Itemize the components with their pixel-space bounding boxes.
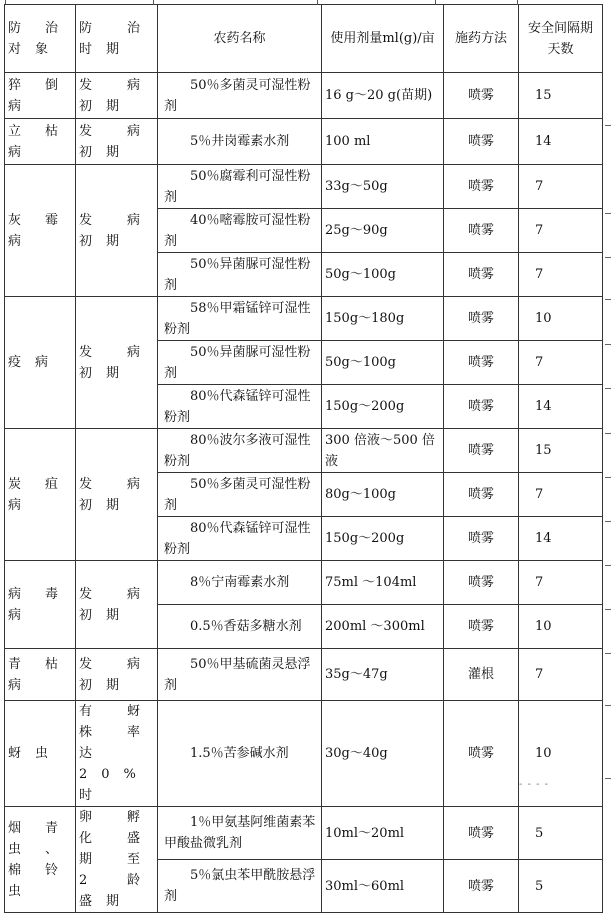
margin-tick (605, 344, 611, 345)
method-cell: 喷雾 (444, 385, 519, 429)
dose-cell: 10ml～20ml (322, 807, 444, 860)
interval-cell: 7 (519, 649, 603, 701)
dose-cell: 100 ml (322, 119, 444, 165)
method-cell: 喷雾 (444, 253, 519, 297)
interval-cell: 10 (519, 297, 603, 341)
margin-tick (605, 565, 611, 566)
target-cell: 蚜虫 (5, 701, 76, 807)
pesticide-table (4, 4, 603, 913)
dose-cell: 75ml ～104ml (322, 561, 444, 605)
method-cell: 喷雾 (444, 701, 519, 807)
dose-cell: 30ml～60ml (322, 860, 444, 913)
dose-cell: 150g～200g (322, 385, 444, 429)
method-cell: 喷雾 (444, 605, 519, 649)
interval-cell: 7 (519, 341, 603, 385)
margin-tick (605, 433, 611, 434)
pesticide-cell: 1％甲氨基阿维菌素苯甲酸盐微乳剂 (158, 807, 322, 860)
method-cell: 喷雾 (444, 561, 519, 605)
dose-cell: 150g～180g (322, 297, 444, 341)
ruler-tick (435, 0, 436, 5)
interval-cell: 15 (519, 429, 603, 473)
pesticide-cell: 5％井岗霉素水剂 (158, 119, 322, 165)
ruler-tick (153, 0, 154, 5)
interval-cell: 7 (519, 561, 603, 605)
table-row (5, 165, 603, 209)
dose-cell: 50g～100g (322, 253, 444, 297)
margin-tick (605, 778, 611, 779)
interval-cell: 14 (519, 517, 603, 561)
method-cell: 喷雾 (444, 341, 519, 385)
period-cell: 发病初期 (76, 297, 158, 429)
method-cell: 喷雾 (444, 209, 519, 253)
method-cell: 喷雾 (444, 297, 519, 341)
dose-cell: 150g～200g (322, 517, 444, 561)
target-cell: 立枯病 (5, 119, 76, 165)
ruler-tick (517, 0, 518, 5)
table-row (5, 119, 603, 165)
method-cell: 喷雾 (444, 473, 519, 517)
header-period: 防治时期 (76, 5, 158, 73)
method-cell: 喷雾 (444, 119, 519, 165)
interval-cell: 14 (519, 119, 603, 165)
target-cell: 炭疽病 (5, 429, 76, 561)
method-cell: 喷雾 (444, 517, 519, 561)
margin-tick (605, 705, 611, 706)
table-row (5, 429, 603, 473)
pesticide-cell: 40％嘧霉胺可湿性粉剂 (158, 209, 322, 253)
dose-cell: 33g～50g (322, 165, 444, 209)
period-cell: 发病初期 (76, 73, 158, 119)
margin-tick (605, 257, 611, 258)
pesticide-cell: 5％氯虫苯甲酰胺悬浮剂 (158, 860, 322, 913)
margin-tick (605, 213, 611, 214)
dose-cell: 80g～100g (322, 473, 444, 517)
dose-cell: 50g～100g (322, 341, 444, 385)
period-cell: 发病初期 (76, 649, 158, 701)
header-interval: 安全间隔期天数 (519, 5, 603, 73)
period-cell: 发病初期 (76, 561, 158, 649)
margin-tick (605, 299, 611, 300)
period-cell: 发病初期 (76, 119, 158, 165)
table-row (5, 701, 603, 807)
method-cell: 喷雾 (444, 807, 519, 860)
margin-mark: - - - - (519, 779, 550, 790)
margin-tick (605, 653, 611, 654)
table-row (5, 297, 603, 341)
dose-cell: 30g～40g (322, 701, 444, 807)
pesticide-cell: 50％腐霉利可湿性粉剂 (158, 165, 322, 209)
interval-cell: 7 (519, 165, 603, 209)
pesticide-cell: 50％多菌灵可湿性粉剂 (158, 473, 322, 517)
target-cell: 烟青虫、棉铃虫 (5, 807, 76, 913)
interval-cell: 7 (519, 253, 603, 297)
pesticide-cell: 80％代森锰锌可湿性粉剂 (158, 517, 322, 561)
period-cell: 卵孵化盛期至2龄盛期 (76, 807, 158, 913)
target-cell: 青枯病 (5, 649, 76, 701)
table-row (5, 73, 603, 119)
target-cell: 猝倒病 (5, 73, 76, 119)
header-pesticide: 农药名称 (158, 5, 322, 73)
ruler-tick (317, 0, 318, 5)
margin-tick (605, 609, 611, 610)
interval-cell: 7 (519, 473, 603, 517)
margin-tick (605, 477, 611, 478)
table-body (5, 5, 603, 913)
method-cell: 喷雾 (444, 165, 519, 209)
dose-cell: 200ml ～300ml (322, 605, 444, 649)
pesticide-cell: 80％波尔多液可湿性粉剂 (158, 429, 322, 473)
header-row (5, 5, 603, 73)
interval-cell: 5 (519, 860, 603, 913)
method-cell: 喷雾 (444, 429, 519, 473)
dose-cell: 16 g～20 g(苗期) (322, 73, 444, 119)
pesticide-cell: 50％甲基硫菌灵悬浮剂 (158, 649, 322, 701)
interval-cell: 10 (519, 605, 603, 649)
margin-tick (605, 125, 611, 126)
method-cell: 喷雾 (444, 860, 519, 913)
pesticide-cell: 50％异菌脲可湿性粉剂 (158, 341, 322, 385)
pesticide-cell: 1.5％苦参碱水剂 (158, 701, 322, 807)
interval-cell: 14 (519, 385, 603, 429)
table-row (5, 561, 603, 605)
margin-tick (605, 521, 611, 522)
interval-cell: 7 (519, 209, 603, 253)
method-cell: 灌根 (444, 649, 519, 701)
table-row (5, 807, 603, 860)
dose-cell: 300 倍液～500 倍液 (322, 429, 444, 473)
header-method: 施药方法 (444, 5, 519, 73)
pesticide-cell: 50％多菌灵可湿性粉剂 (158, 73, 322, 119)
method-cell: 喷雾 (444, 73, 519, 119)
dose-cell: 25g～90g (322, 209, 444, 253)
pesticide-cell: 50％异菌脲可湿性粉剂 (158, 253, 322, 297)
interval-cell: 15 (519, 73, 603, 119)
pesticide-cell: 80％代森锰锌可湿性粉剂 (158, 385, 322, 429)
table-row (5, 649, 603, 701)
interval-cell: 5 (519, 807, 603, 860)
period-cell: 发病初期 (76, 165, 158, 297)
pesticide-cell: 8％宁南霉素水剂 (158, 561, 322, 605)
pesticide-cell: 58％甲霜锰锌可湿性粉剂 (158, 297, 322, 341)
interval-cell: 10 (519, 701, 603, 807)
header-dose: 使用剂量ml(g)/亩 (322, 5, 444, 73)
dose-cell: 35g～47g (322, 649, 444, 701)
header-target: 防治对象 (5, 5, 76, 73)
margin-tick (605, 388, 611, 389)
period-cell: 发病初期 (76, 429, 158, 561)
target-cell: 灰霉病 (5, 165, 76, 297)
target-cell: 疫病 (5, 297, 76, 429)
period-cell: 有蚜株率达20%时 (76, 701, 158, 807)
pesticide-cell: 0.5％香菇多糖水剂 (158, 605, 322, 649)
target-cell: 病毒病 (5, 561, 76, 649)
